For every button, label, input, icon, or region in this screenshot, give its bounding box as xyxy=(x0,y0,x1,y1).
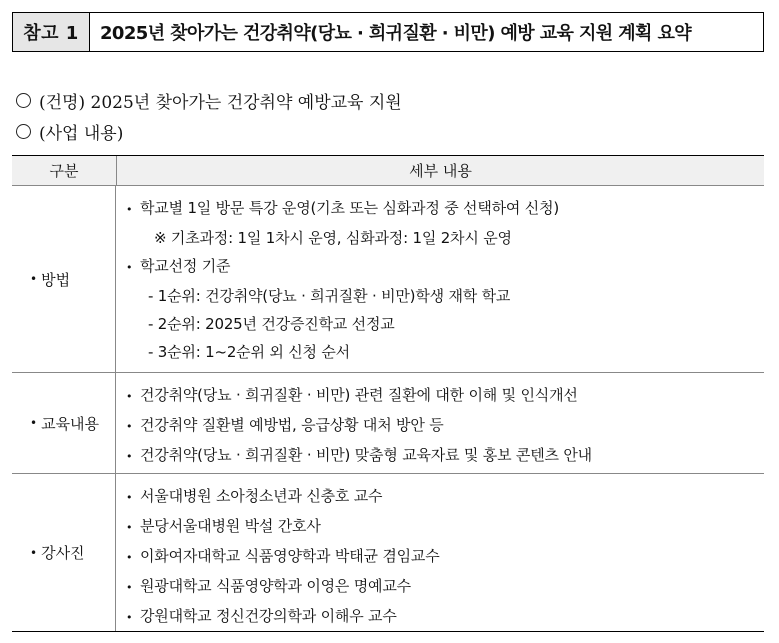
list-item: • 강원대학교 정신건강의학과 이해우 교수 xyxy=(126,607,397,625)
row-content-method xyxy=(116,186,764,372)
list-item: • 이화여자대학교 식품영양학과 박태균 겸임교수 xyxy=(126,547,440,565)
list-item-note: ※ 기초과정: 1일 1차시 운영, 심화과정: 1일 2차시 운영 xyxy=(154,229,512,247)
document-title: 2025년 찾아가는 건강취약(당뇨 · 희귀질환 · 비만) 예방 교육 지원 계획 요약 xyxy=(100,23,692,44)
list-item: • 서울대병원 소아청소년과 신충호 교수 xyxy=(126,487,383,505)
list-item: • 건강취약(당뇨 · 희귀질환 · 비만) 맞춤형 교육자료 및 홍보 콘텐츠 안내 xyxy=(126,446,592,464)
table-row-instructors xyxy=(12,473,764,631)
list-item: • 건강취약 질환별 예방법, 응급상황 대처 방안 등 xyxy=(126,416,444,434)
list-item: • 학교선정 기준 xyxy=(126,257,231,275)
intro-title-text: (건명) 2025년 찾아가는 건강취약 예방교육 지원 xyxy=(39,93,402,113)
intro-line-title xyxy=(16,88,402,113)
list-subitem: - 3순위: 1~2순위 외 신청 순서 xyxy=(148,343,350,361)
row-content-instructors xyxy=(116,474,764,631)
intro-content-text: (사업 내용) xyxy=(39,124,124,144)
bullet-icon: • xyxy=(30,416,38,430)
list-item: • 원광대학교 식품영양학과 이영은 명예교수 xyxy=(126,577,411,595)
circle-bullet-icon xyxy=(16,124,31,139)
table-header xyxy=(12,156,764,186)
circle-bullet-icon xyxy=(16,93,31,108)
list-item: • 학교별 1일 방문 특강 운영(기초 또는 심화과정 중 선택하여 신청) xyxy=(126,199,560,217)
column-header-details: 세부 내용 xyxy=(409,162,472,180)
content-table xyxy=(12,155,764,632)
list-subitem: - 1순위: 건강취약(당뇨 · 희귀질환 · 비만)학생 재학 학교 xyxy=(148,287,511,305)
intro-line-content xyxy=(16,119,123,144)
row-label-method: • 방법 xyxy=(12,186,116,372)
list-subitem: - 2순위: 2025년 건강증진학교 선정교 xyxy=(148,315,395,333)
table-row-method xyxy=(12,186,764,372)
bullet-icon: • xyxy=(30,272,38,286)
reference-tag: 참고 1 xyxy=(13,13,90,51)
bullet-icon: • xyxy=(30,545,38,560)
row-label-instructors: • 강사진 xyxy=(12,474,116,631)
list-item: • 건강취약(당뇨 · 희귀질환 · 비만) 관련 질환에 대한 이해 및 인식개선 xyxy=(126,386,578,404)
row-label-education-content: • 교육내용 xyxy=(12,373,116,473)
column-header-category: 구분 xyxy=(12,156,117,185)
list-item: • 분당서울대병원 박설 간호사 xyxy=(126,517,321,535)
table-row-education-content xyxy=(12,372,764,473)
header-box xyxy=(12,12,764,52)
row-content-education xyxy=(116,373,764,473)
